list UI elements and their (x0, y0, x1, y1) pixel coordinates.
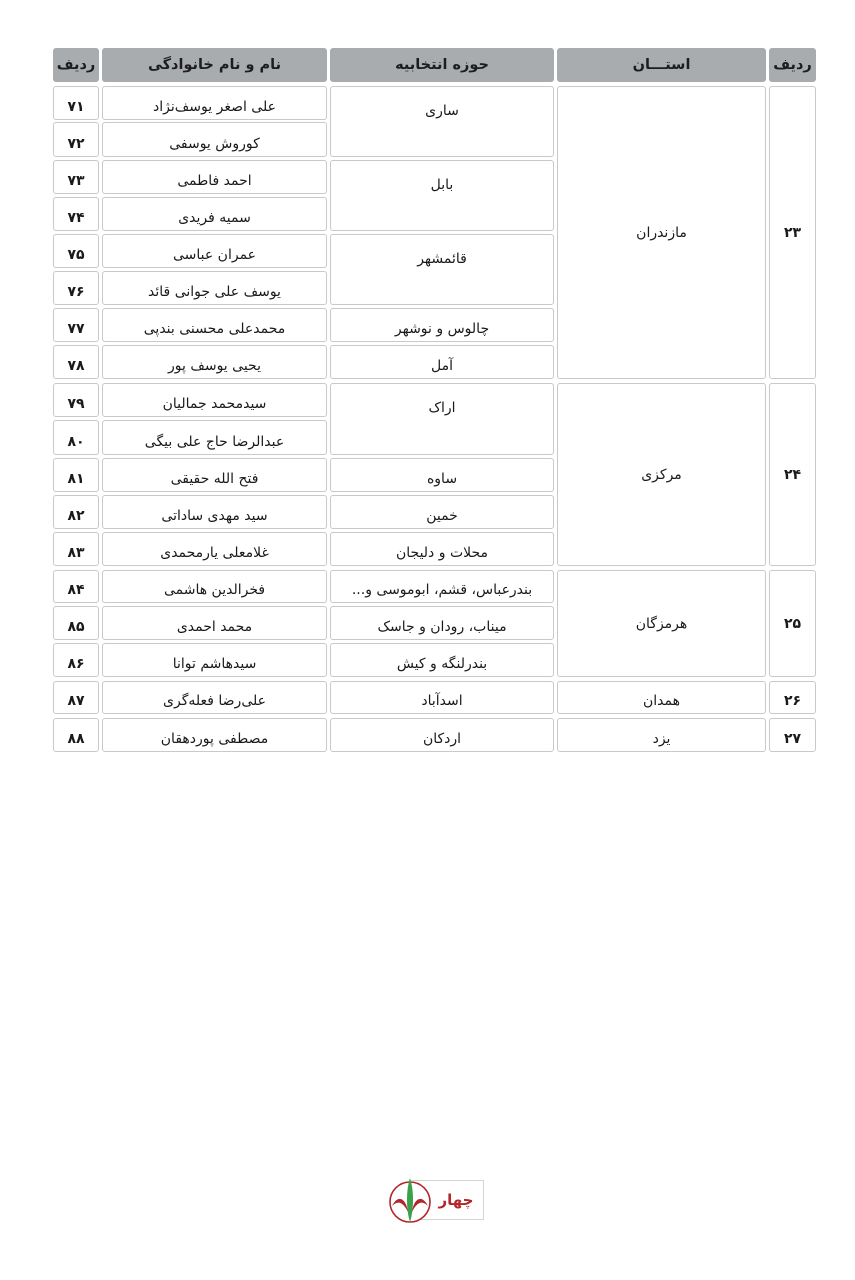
province-row-number: ۲۳ (769, 86, 816, 379)
candidate-index: ۷۱ (53, 86, 99, 120)
district-name: محلات و دلیجان (330, 532, 554, 566)
district-name: خمین (330, 495, 554, 529)
district-name: بندرلنگه و کیش (330, 643, 554, 677)
province-name: همدان (557, 681, 766, 714)
district-name: ساری (330, 86, 554, 157)
logo-text: چهار (438, 1191, 474, 1209)
candidate-name: عمران عباسی (102, 234, 327, 268)
district-name: اراک (330, 383, 554, 455)
candidate-index: ۸۳ (53, 532, 99, 566)
candidate-index: ۷۹ (53, 383, 99, 417)
candidate-index: ۷۳ (53, 160, 99, 194)
candidate-name: یحیی یوسف پور (102, 345, 327, 379)
district-name: میناب، رودان و جاسک (330, 606, 554, 640)
candidate-name: فخرالدین هاشمی (102, 570, 327, 603)
header-province: استـــان (557, 48, 766, 82)
candidate-name: فتح الله حقیقی (102, 458, 327, 492)
province-name: یزد (557, 718, 766, 752)
logo-emblem-icon (388, 1176, 436, 1224)
header-full-name: نام و نام خانوادگی (102, 48, 327, 82)
district-name: اردکان (330, 718, 554, 752)
candidate-name: غلامعلی یارمحمدی (102, 532, 327, 566)
province-row-number: ۲۶ (769, 681, 816, 714)
candidate-name: محمدعلی محسنی بندپی (102, 308, 327, 342)
candidate-index: ۸۱ (53, 458, 99, 492)
candidate-index: ۷۴ (53, 197, 99, 231)
candidate-index: ۸۲ (53, 495, 99, 529)
province-name: هرمزگان (557, 570, 766, 677)
candidate-name: سید مهدی ساداتی (102, 495, 327, 529)
candidate-name: سمیه فریدی (102, 197, 327, 231)
candidate-index: ۷۵ (53, 234, 99, 268)
candidate-name: مصطفی پوردهقان (102, 718, 327, 752)
candidate-index: ۷۲ (53, 122, 99, 157)
district-name: بابل (330, 160, 554, 231)
candidate-name: احمد فاطمی (102, 160, 327, 194)
province-row-number: ۲۷ (769, 718, 816, 752)
district-name: اسدآباد (330, 681, 554, 714)
candidate-name: علی‌رضا فعله‌گری (102, 681, 327, 714)
district-name: قائمشهر (330, 234, 554, 305)
candidate-name: عبدالرضا حاج علی بیگی (102, 420, 327, 455)
district-name: بندرعباس، قشم، ابوموسی و... (330, 570, 554, 603)
candidate-name: سیدهاشم توانا (102, 643, 327, 677)
candidate-index: ۸۰ (53, 420, 99, 455)
candidate-index: ۷۶ (53, 271, 99, 305)
province-name: مازندران (557, 86, 766, 379)
district-name: آمل (330, 345, 554, 379)
candidate-index: ۸۵ (53, 606, 99, 640)
header-index: ردیف (53, 48, 99, 82)
candidate-name: سیدمحمد جمالیان (102, 383, 327, 417)
province-row-number: ۲۴ (769, 383, 816, 566)
header-row-number: ردیف (769, 48, 816, 82)
candidate-index: ۷۷ (53, 308, 99, 342)
header-district: حوزه انتخابیه (330, 48, 554, 82)
candidate-index: ۸۶ (53, 643, 99, 677)
district-name: ساوه (330, 458, 554, 492)
candidate-name: کوروش یوسفی (102, 122, 327, 157)
candidate-index: ۸۷ (53, 681, 99, 714)
province-row-number: ۲۵ (769, 570, 816, 677)
candidate-index: ۸۸ (53, 718, 99, 752)
candidate-name: یوسف علی جوانی قائد (102, 271, 327, 305)
chahar-logo (388, 1176, 484, 1224)
candidate-name: محمد احمدی (102, 606, 327, 640)
candidate-index: ۷۸ (53, 345, 99, 379)
candidate-index: ۸۴ (53, 570, 99, 603)
district-name: چالوس و نوشهر (330, 308, 554, 342)
candidate-name: علی اصغر یوسف‌نژاد (102, 86, 327, 120)
province-name: مرکزی (557, 383, 766, 566)
